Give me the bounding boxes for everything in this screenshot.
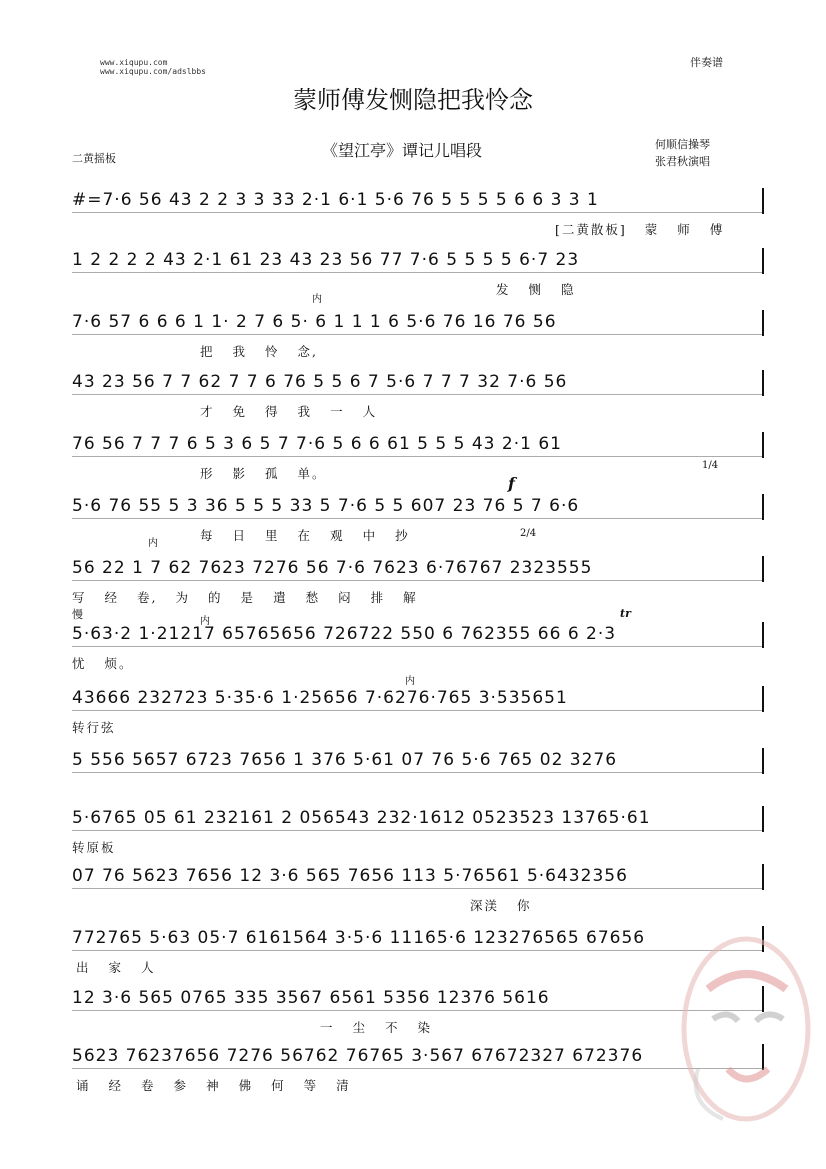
barline — [762, 494, 764, 520]
lyric-syllable: 影 — [232, 466, 248, 481]
barline — [762, 806, 764, 832]
lyric-syllable: 怜 — [265, 344, 280, 359]
lyric-syllable: 写 — [72, 590, 87, 605]
lyrics-row — [72, 838, 134, 856]
lyric-syllable: 孤 — [265, 466, 280, 481]
lyric-syllable: 人 — [141, 960, 156, 975]
barline — [762, 248, 764, 274]
site-url-2[interactable]: www.xiqupu.com/adslbbs — [100, 67, 206, 76]
lyric-syllable: 为 — [175, 590, 191, 605]
opera-mask-logo — [668, 919, 818, 1129]
lyric-syllable: 师 — [677, 222, 692, 237]
credit-jinghu: 何顺信操琴 — [655, 138, 710, 151]
lyric-syllable: 每 — [200, 528, 215, 543]
score-type: 伴奏谱 — [690, 56, 723, 69]
beam-line — [72, 456, 762, 457]
lyric-syllable: [二黄散板] — [555, 222, 627, 237]
lyrics-row — [200, 342, 336, 360]
beam-line — [72, 334, 762, 335]
lyric-syllable: 深渼 — [470, 898, 500, 913]
notation-row: 5·63·2 1·21217 65765656 726722 550 6 762355 66 6 2·3 — [72, 624, 617, 644]
mode-label: 二黄摇板 — [72, 152, 116, 165]
lyric-syllable: 抄 — [395, 528, 410, 543]
lyric-syllable: 家 — [108, 960, 124, 975]
lyrics-row — [72, 588, 436, 606]
lyric-syllable: 我 — [232, 344, 248, 359]
lyric-syllable: 隐 — [561, 282, 576, 297]
lyric-syllable: 的 — [208, 590, 223, 605]
lyrics-row — [72, 654, 152, 672]
lyric-syllable: 才 — [200, 404, 215, 419]
beam-line — [72, 646, 762, 647]
credit-singer: 张君秋演唱 — [655, 155, 710, 168]
lyric-syllable: 经 — [104, 590, 120, 605]
notation-row: 43 23 56 7 7 62 7 7 6 76 5 5 6 7 5·6 7 7 7 32 7·6 56 — [72, 372, 568, 392]
lyric-syllable: 解 — [403, 590, 418, 605]
barline — [762, 864, 764, 890]
barline — [762, 748, 764, 774]
lyric-syllable: 转原板 — [72, 840, 116, 855]
lyrics-row — [72, 718, 134, 736]
lyric-syllable: 恻 — [528, 282, 544, 297]
beam-line — [72, 1068, 762, 1069]
page-title: 蒙师傅发恻隐把我怜念 — [293, 86, 533, 114]
tempo-mark: 慢 — [72, 608, 83, 621]
lyric-syllable: 发 — [496, 282, 511, 297]
lyric-syllable: 蒙 — [644, 222, 660, 237]
nei-mark-4: 内 — [405, 676, 415, 687]
time-signature-1: 1/4 — [702, 460, 719, 471]
barline — [762, 556, 764, 582]
lyrics-row — [200, 526, 428, 544]
notation-row: 12 3·6 565 0765 335 3567 6561 5356 12376 5616 — [72, 988, 550, 1008]
notation-row: 56 22 1 7 62 7623 7276 56 7·6 7623 6·76767 2323555 — [72, 558, 593, 578]
beam-line — [72, 710, 762, 711]
lyrics-row — [320, 1018, 450, 1036]
lyric-syllable: 经 — [108, 1078, 124, 1093]
subtitle: 《望江亭》谭记儿唱段 — [322, 141, 483, 160]
barline — [762, 686, 764, 712]
lyric-syllable: 得 — [265, 404, 280, 419]
barline — [762, 370, 764, 396]
notation-row: 5·6 76 55 5 3 36 5 5 5 33 5 7·6 5 5 607 23 76 5 7 6·6 — [72, 496, 580, 516]
lyric-syllable: 等 — [303, 1078, 319, 1093]
lyric-syllable: 诵 — [76, 1078, 91, 1093]
nei-mark-1: 内 — [312, 294, 322, 305]
lyric-syllable: 遣 — [273, 590, 288, 605]
lyrics-row — [76, 958, 174, 976]
forte-mark: f — [508, 474, 515, 493]
lyric-syllable: 在 — [297, 528, 313, 543]
lyric-syllable: 念, — [297, 344, 319, 359]
beam-line — [72, 272, 762, 273]
lyric-syllable: 中 — [362, 528, 378, 543]
lyric-syllable: 人 — [362, 404, 378, 419]
lyric-syllable: 闷 — [338, 590, 353, 605]
lyric-syllable: 一 — [320, 1020, 335, 1035]
lyric-syllable: 形 — [200, 466, 215, 481]
lyric-syllable: 卷, — [137, 590, 158, 605]
barline — [762, 310, 764, 336]
lyric-syllable: 排 — [370, 590, 386, 605]
lyric-syllable: 傅 — [709, 222, 725, 237]
beam-line — [72, 950, 762, 951]
beam-line — [72, 888, 762, 889]
notation-row: 07 76 5623 7656 12 3·6 565 7656 113 5·76561 5·6432356 — [72, 866, 628, 886]
beam-line — [72, 518, 762, 519]
lyric-syllable: 烦。 — [104, 656, 134, 671]
lyrics-row — [76, 1076, 369, 1094]
notation-row: 43666 232723 5·35·6 1·25656 7·6276·765 3·535651 — [72, 688, 568, 708]
time-signature-2: 2/4 — [520, 528, 537, 539]
lyrics-row — [200, 464, 345, 482]
lyric-syllable: 是 — [240, 590, 256, 605]
lyric-syllable: 愁 — [305, 590, 321, 605]
barline — [762, 622, 764, 648]
beam-line — [72, 1010, 762, 1011]
notation-row: 7·6 57 6 6 6 1 1· 2 7 6 5· 6 1 1 1 6 5·6 76 16 76 56 — [72, 312, 557, 332]
lyric-syllable: 参 — [173, 1078, 189, 1093]
barline — [762, 432, 764, 458]
notation-row: 5 556 5657 6723 7656 1 376 5·61 07 76 5·6 765 02 3276 — [72, 750, 618, 770]
lyrics-row — [496, 280, 594, 298]
lyric-syllable: 日 — [232, 528, 248, 543]
lyrics-row — [470, 896, 550, 914]
lyric-syllable: 佛 — [238, 1078, 254, 1093]
lyric-syllable: 我 — [297, 404, 313, 419]
lyric-syllable: 转行弦 — [72, 720, 116, 735]
lyric-syllable: 清 — [336, 1078, 351, 1093]
lyric-syllable: 免 — [232, 404, 248, 419]
lyric-syllable: 卷 — [141, 1078, 156, 1093]
notation-row: 772765 5·63 05·7 6161564 3·5·6 11165·6 123276565 67656 — [72, 928, 646, 948]
notation-row: #=7·6 56 43 2 2 3 3 33 2·1 6·1 5·6 76 5 5 5 5 6 6 3 3 1 — [72, 190, 599, 210]
notation-row: 76 56 7 7 7 6 5 3 6 5 7 7·6 5 6 6 61 5 5 5 43 2·1 61 — [72, 434, 562, 454]
beam-line — [72, 772, 762, 773]
beam-line — [72, 212, 762, 213]
nei-mark-2: 内 — [148, 538, 158, 549]
lyric-syllable: 神 — [206, 1078, 221, 1093]
site-url-1[interactable]: www.xiqupu.com — [100, 58, 168, 67]
nei-mark-3: 内 — [200, 616, 210, 627]
lyric-syllable: 出 — [76, 960, 91, 975]
lyric-syllable: 尘 — [352, 1020, 368, 1035]
notation-row: 5623 76237656 7276 56762 76765 3·567 67672327 672376 — [72, 1046, 644, 1066]
lyric-syllable: 你 — [517, 898, 532, 913]
lyric-syllable: 不 — [385, 1020, 400, 1035]
beam-line — [72, 394, 762, 395]
beam-line — [72, 580, 762, 581]
lyric-syllable: 把 — [200, 344, 215, 359]
lyric-syllable: 染 — [417, 1020, 433, 1035]
lyric-syllable: 何 — [271, 1078, 286, 1093]
lyrics-row — [200, 402, 395, 420]
lyrics-row — [555, 220, 742, 238]
beam-line — [72, 830, 762, 831]
notation-row: 1 2 2 2 2 43 2·1 61 23 43 23 56 77 7·6 5 5 5 5 6·7 23 — [72, 250, 580, 270]
lyric-syllable: 忧 — [72, 656, 87, 671]
lyric-syllable: 单。 — [297, 466, 327, 481]
barline — [762, 188, 764, 214]
trill-mark: tr — [620, 607, 631, 620]
notation-row: 5·6765 05 61 232161 2 056543 232·1612 0523523 13765·61 — [72, 808, 651, 828]
lyric-syllable: 观 — [330, 528, 345, 543]
lyric-syllable: 里 — [265, 528, 280, 543]
lyric-syllable: 一 — [330, 404, 345, 419]
